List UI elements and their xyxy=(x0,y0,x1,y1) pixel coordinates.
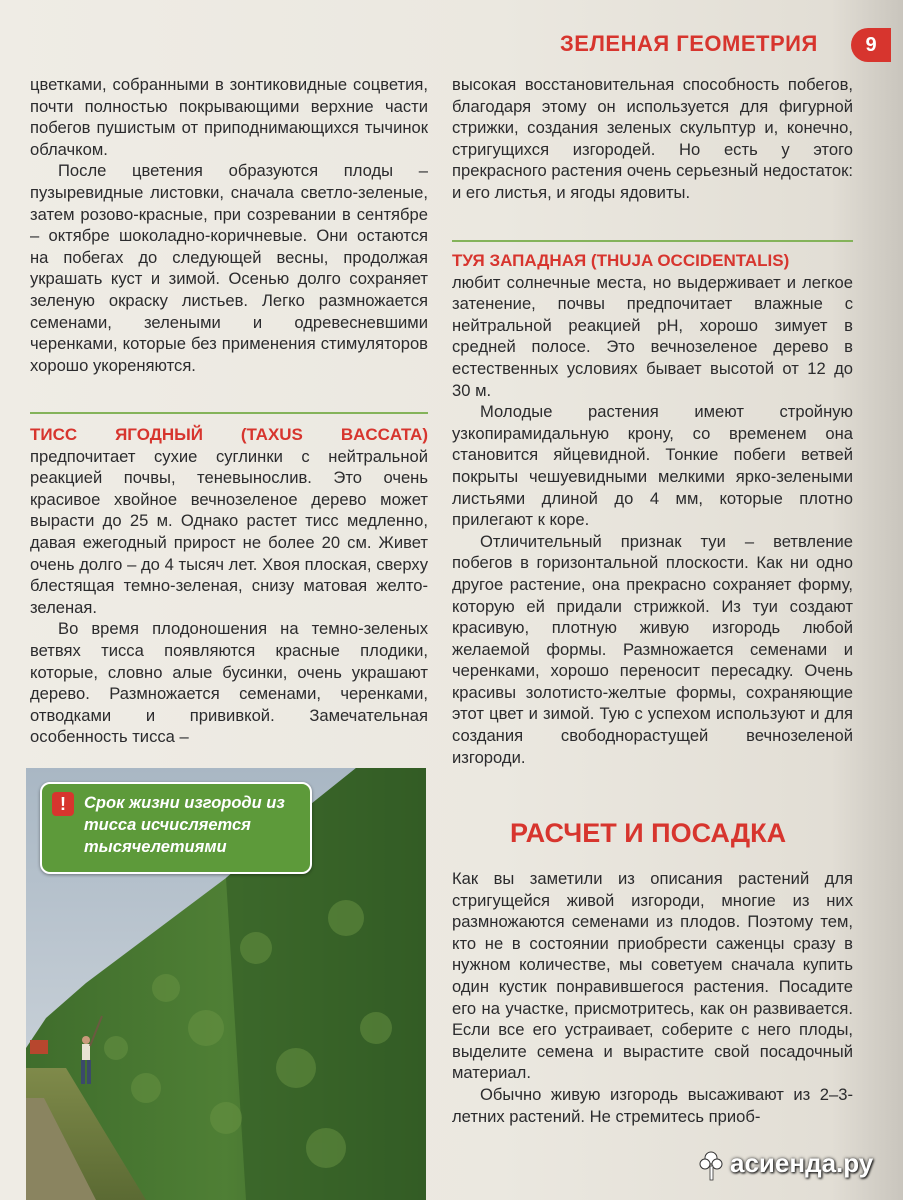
left-column-bottom xyxy=(30,424,428,748)
subsection-title: РАСЧЕТ И ПОСАДКА xyxy=(510,818,787,848)
divider xyxy=(452,240,853,242)
paragraph: Отличительный признак туи – ветвление побегов в горизонтальной плоскости. Как ни одно другое растение, она прекрасно сохраняет форму, которую ей придали стрижкой. Из туи создают красивую, плотную живую изгородь любой желаемой формы. Размножается семенами и черенками, хорошо переносит пересадку. Очень красивы золотисто-желтые формы, сохраняющие этот цвет и зимой. Тую с успехом используют и для создания свободнорастущей вечнозеленой изгороди. xyxy=(452,531,853,767)
divider xyxy=(30,412,428,414)
section-title: ЗЕЛЕНАЯ ГЕОМЕТРИЯ xyxy=(560,31,818,56)
watermark-text: асиенда.ру xyxy=(730,1148,874,1178)
paragraph: высокая восстановительная способность побегов, благодаря этому он используется для фигурной стрижки, создания зеленых скульптур и, конечно, стригущихся изгородей. Но есть у этого прекрасного растения очень серьезный недостаток: и его листья, и ягоды ядовиты. xyxy=(452,75,853,202)
callout-box xyxy=(40,782,312,874)
right-column-top xyxy=(452,74,853,204)
callout-text: Срок жизни изгороди из тисса исчисляется тысячелетиями xyxy=(84,794,285,856)
paragraph: цветками, собранными в зонтиковидные соцветия, почти полностью покрывающими верхние части побегов пушистым от приподнимающихся тычинок облачком. xyxy=(30,75,428,159)
paragraph: Молодые растения имеют стройную узкопирамидальную крону, со временем она становится яйцевидной. Тонкие побеги ветвей покрыты чешуевидными мелкими ярко-зелеными листьями длиной до 4 мм, которые плотно прилегают к коре. xyxy=(452,402,853,530)
paragraph: Во время плодоношения на темно-зеленых ветвях тисса появляются красные плодики, которые, словно алые бусинки, очень украшают дерево. Размножается семенами, черенками, отводками и прививкой. Замечательная особенность тисса – xyxy=(30,619,428,747)
thuja-heading: ТУЯ ЗАПАДНАЯ (THUJA OCCIDENTALIS) xyxy=(452,251,790,270)
paragraph: Обычно живую изгородь высаживают из 2–3-летних растений. Не стремитесь приоб- xyxy=(452,1084,853,1126)
left-column-top xyxy=(30,74,428,376)
paragraph: Как вы заметили из описания растений для стригущейся живой изгороди, многие из них размножаются семенами из плодов. Поэтому тем, кто не в состоянии приобрести саженцы сразу в нужном количестве, мы советуем сначала купить один кустик понравившегося растения. Посадите его на участке, присмотритесь, как он развивается. Если все его устраивает, соберите с него плоды, выделите семена и вырастите свой посадочный материал. xyxy=(452,869,853,1083)
right-column-middle xyxy=(452,250,853,768)
taxus-text: предпочитает сухие суглинки с нейтральной реакцией почвы, теневынослив. Это очень красивое хвойное вечнозеленое дерево может вырасти до 25 м. Однако растет тисс медленно, давая ежегодный прирост не более 20 см. Живет очень долго – до 4 тысяч лет. Хвоя плоская, сверху блестящая темно-зеленая, снизу матовая желто-зеленая. xyxy=(30,446,428,617)
site-watermark xyxy=(730,1148,873,1179)
flower-logo-icon xyxy=(696,1148,726,1182)
exclamation-icon: ! xyxy=(52,792,74,816)
page-number-badge: 9 xyxy=(851,28,891,62)
right-column-bottom xyxy=(452,868,853,1127)
paragraph: После цветения образуются плоды – пузыревидные листовки, сначала светло-зеленые, затем розово-красные, при созревании в сентябре – октябре шоколадно-коричневые. Они остаются на побегах до следующей весны, продолжая украшать куст и зимой. Осенью долго сохраняет зеленую окраску листьев. Легко размножается семенами, зелеными и одревесневшими черенками, которые без применения стимуляторов хорошо укореняются. xyxy=(30,161,428,375)
taxus-heading: ТИСС ЯГОДНЫЙ (TAXUS BACCATA) xyxy=(30,425,428,444)
thuja-text: любит солнечные места, но выдерживает и легкое затенение, почвы предпочитает влажные с нейтральной реакцией рН, хорошо зимует в средней полосе. Это вечнозеленое дерево в естественных условиях бывает высотой от 12 до 30 м. xyxy=(452,272,853,400)
